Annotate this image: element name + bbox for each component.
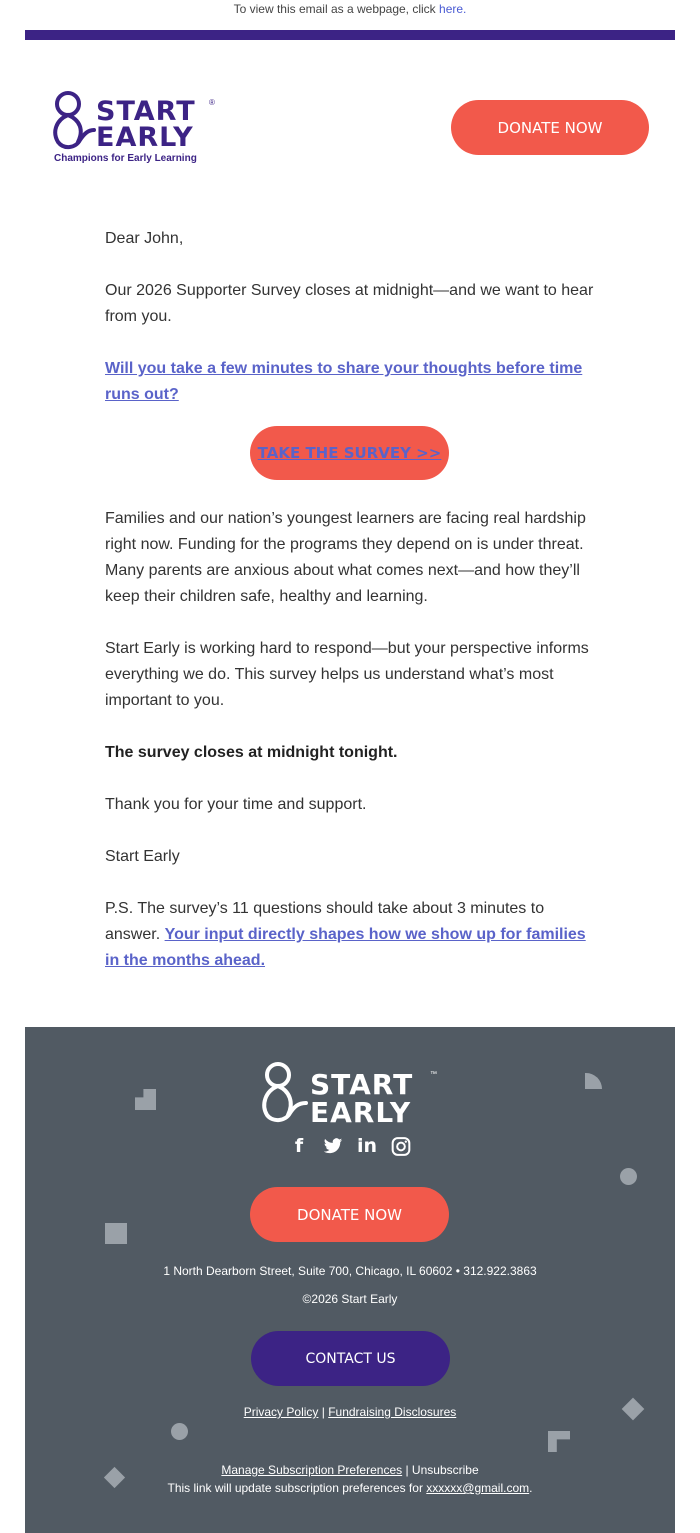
survey-button-row [105,426,600,480]
separator: | [318,1405,329,1419]
footer-logo[interactable] [260,1061,450,1131]
unsubscribe-text: | Unsubscribe [402,1463,479,1477]
survey-ask-link[interactable]: Will you take a few minutes to share your thoughts before time runs out? [105,360,583,403]
linkedin-icon[interactable]: in [356,1135,378,1157]
policy-links [25,1405,675,1419]
footer-logo-start-text: START [310,1068,414,1101]
email-body [105,226,600,1000]
take-survey-button[interactable]: TAKE THE SURVEY >> [250,426,449,480]
ps-link[interactable]: Your input directly shapes how we show up for families in the months ahead. [105,926,586,969]
footer-logo-early-text: EARLY [310,1096,412,1129]
privacy-policy-link[interactable]: Privacy Policy [243,1405,319,1419]
footer-copyright: ©2026 Start Early [302,1292,398,1306]
signature: Start Early [105,848,180,865]
twitter-icon[interactable] [323,1135,343,1157]
logo-early-text: EARLY [96,122,194,153]
ps-text: P.S. The survey’s 11 questions should take about 3 minutes to answer. [105,900,545,943]
preheader [0,0,700,18]
view-webpage-link[interactable]: here. [439,2,467,16]
decorative-quarter-circle [585,1073,602,1089]
subscription-line [25,1463,675,1477]
logo-tagline: Champions for Early Learning [54,153,197,164]
perspective-paragraph: Start Early is working hard to respond—but your perspective informs everything we do. This survey helps us understand what’s most important to you. [105,640,589,709]
subscriber-email-link[interactable]: xxxxxx@gmail.com [426,1481,530,1495]
preheader-text: To view this email as a webpage, click [233,2,440,16]
hardship-paragraph: Families and our nation’s youngest learners are facing real hardship right now. Funding for the programs they depend on is under threat. Many parents are anxious about what comes next—and how they’ll keep their children safe, healthy and learning. [105,510,586,605]
preference-note [25,1481,675,1495]
fundraising-disclosures-link[interactable]: Fundraising Disclosures [328,1405,457,1419]
thanks-line: Thank you for your time and support. [105,796,367,813]
preference-note-text: This link will update subscription preferences for [167,1481,427,1495]
trademark-mark: ™ [430,1071,437,1078]
preference-note-period: . [529,1481,533,1495]
logo-start-text: START [96,96,196,127]
greeting: Dear John, [105,230,184,247]
footer-address: 1 North Dearborn Street, Suite 700, Chicago, IL 60602 • 312.922.3863 [163,1264,537,1278]
decorative-square [105,1223,127,1244]
intro-paragraph: Our 2026 Supporter Survey closes at midnight—and we want to hear from you. [105,282,594,325]
footer [25,1027,675,1533]
decorative-step-shape [135,1089,156,1110]
start-early-logo[interactable] [52,90,222,170]
ps-paragraph [105,896,600,974]
footer-donate-button[interactable]: DONATE NOW [250,1187,449,1242]
logo-mark-icon [52,90,96,154]
header-donate-button[interactable]: DONATE NOW [451,100,649,155]
deadline-notice: The survey closes at midnight tonight. [105,744,398,761]
decorative-circle [171,1423,188,1440]
footer-logo-mark-icon [260,1061,308,1129]
decorative-corner-shape [548,1431,570,1452]
facebook-icon[interactable]: f [294,1135,304,1157]
manage-subscription-link[interactable]: Manage Subscription Preferences [221,1463,403,1477]
decorative-circle [620,1168,637,1185]
top-accent-bar [25,30,675,40]
instagram-icon[interactable] [391,1135,411,1157]
registered-mark: ® [209,98,215,107]
social-links [25,1135,675,1157]
contact-us-button[interactable]: CONTACT US [251,1331,450,1386]
